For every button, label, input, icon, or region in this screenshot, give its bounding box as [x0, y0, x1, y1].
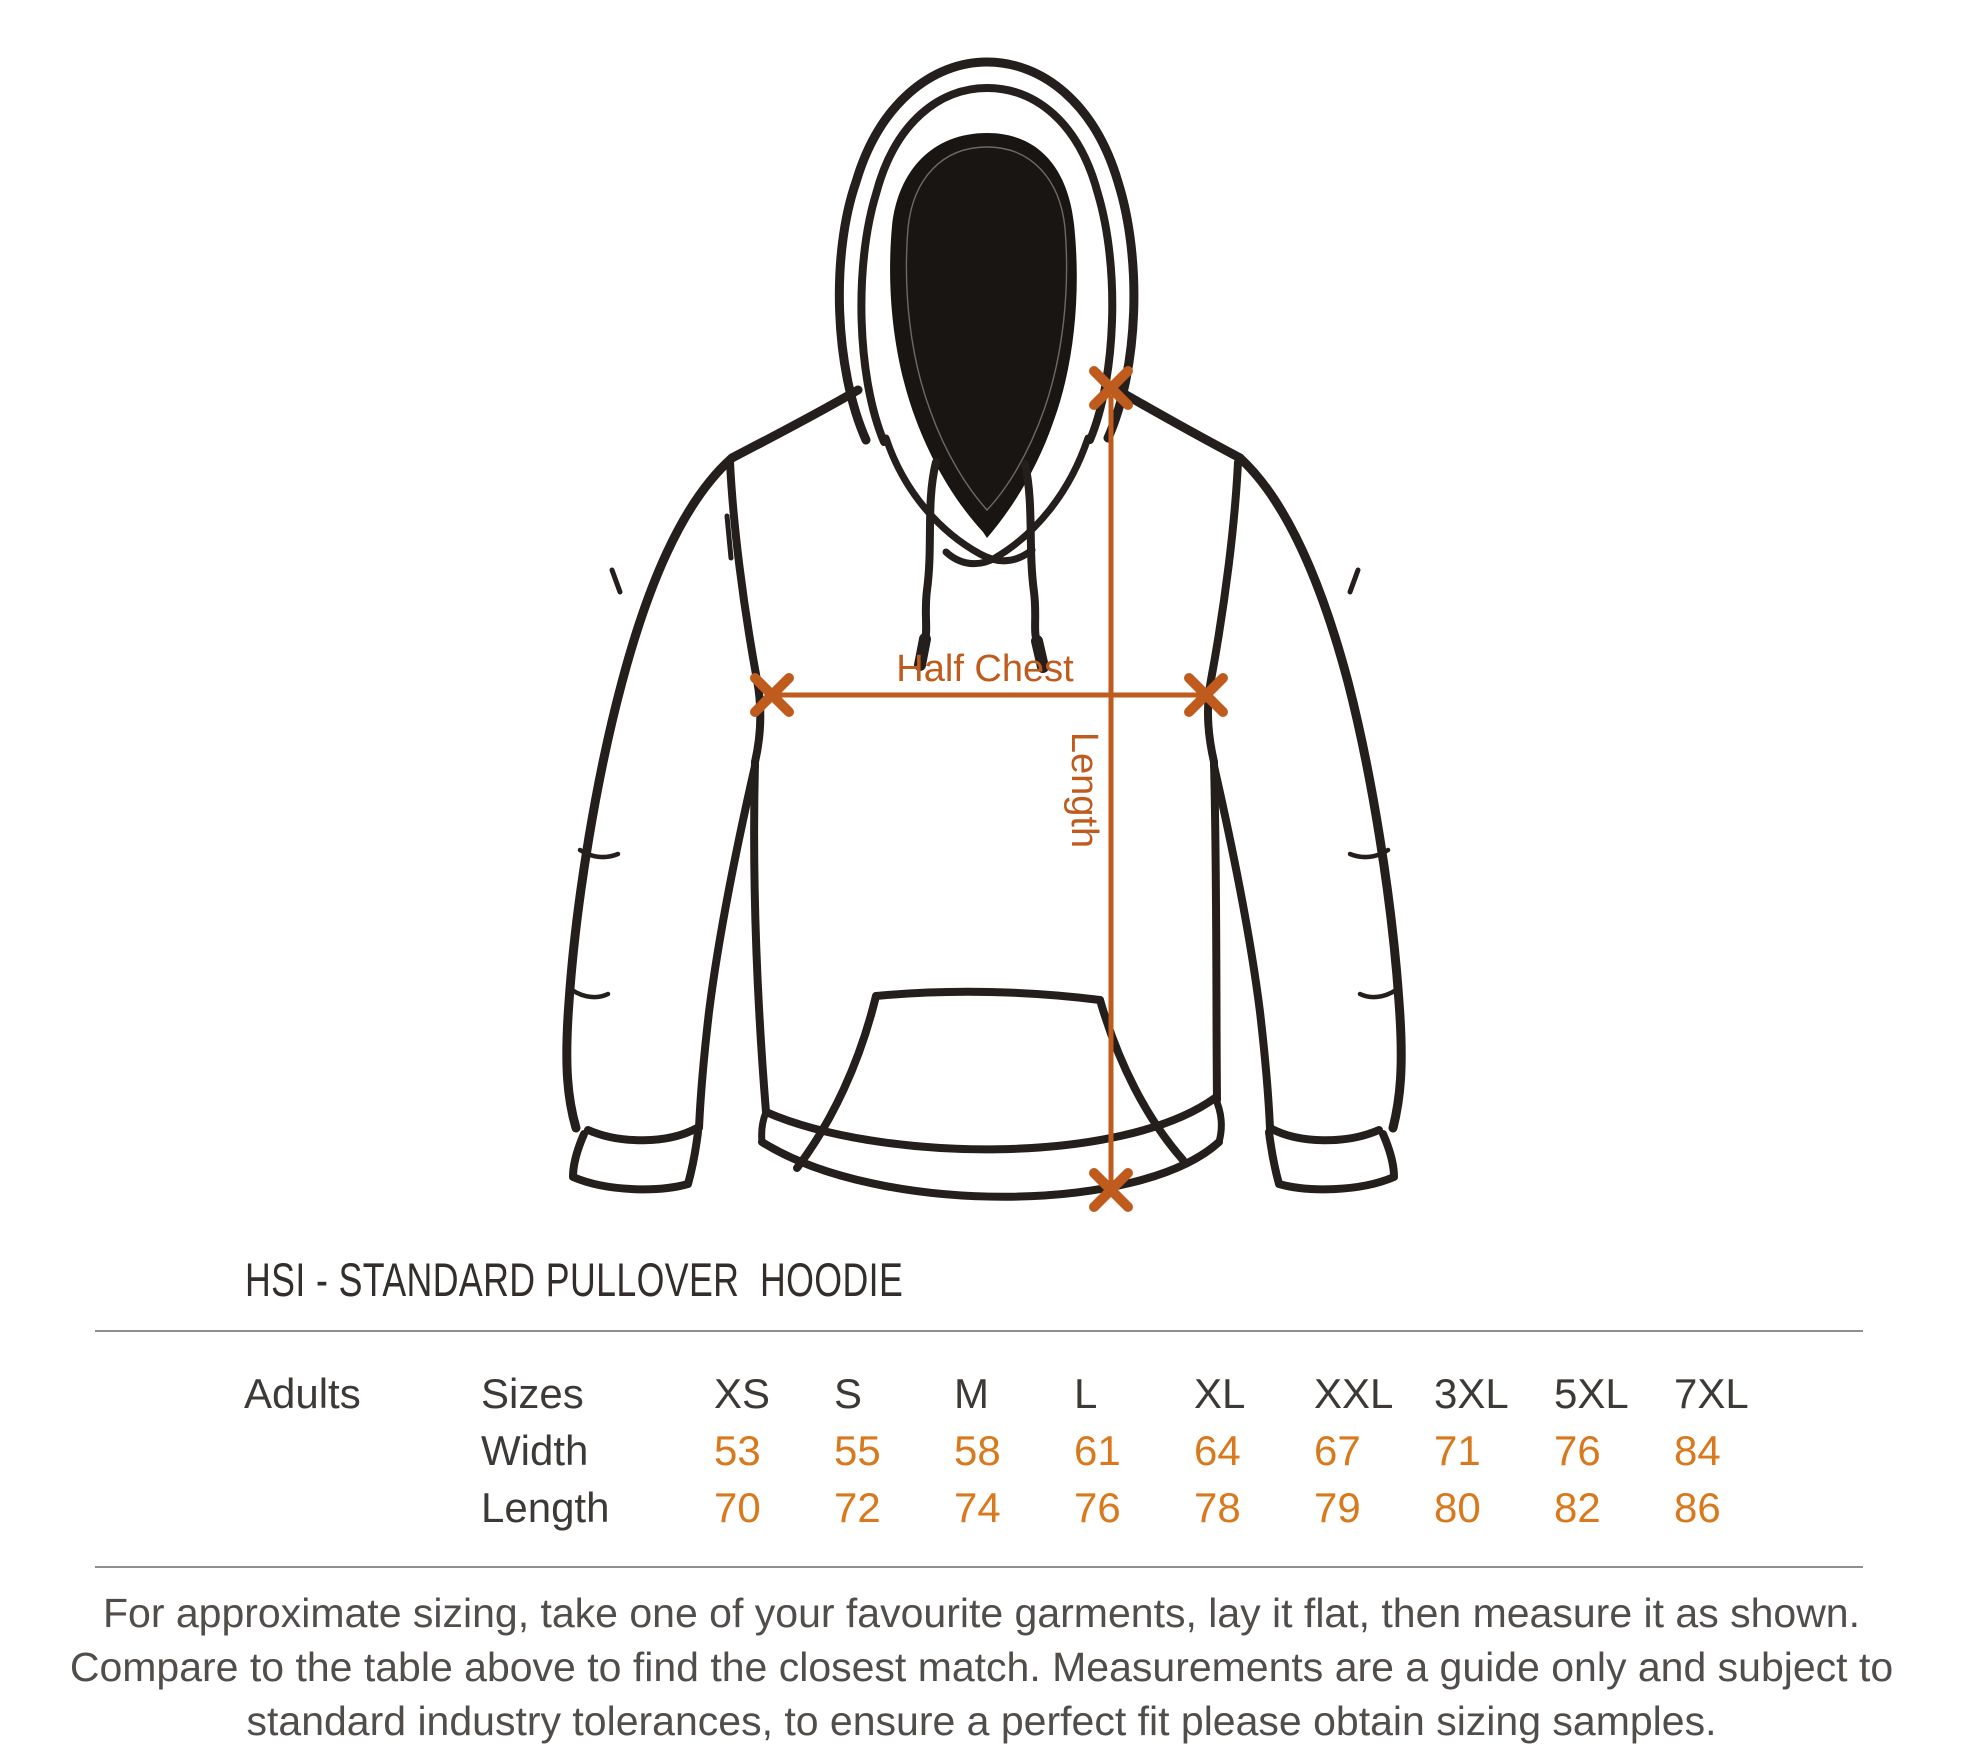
product-title: HSI - STANDARD PULLOVER HOODIE: [245, 1253, 904, 1306]
size-cell: XL: [1194, 1369, 1246, 1417]
width-value-cell: 61: [1074, 1426, 1121, 1474]
length-value-cell: 72: [834, 1483, 881, 1531]
size-cell: 7XL: [1674, 1369, 1749, 1417]
width-value-cell: 53: [714, 1426, 761, 1474]
sizing-note-line-3: standard industry tolerances, to ensure a perfect fit please obtain sizing samples.: [246, 1698, 1717, 1744]
width-value-cell: 76: [1554, 1426, 1601, 1474]
length-value-cell: 76: [1074, 1483, 1121, 1531]
size-table-row-sizes: [244, 1365, 1794, 1422]
half-chest-label: Half Chest: [896, 648, 1074, 690]
sizing-note-line-1: For approximate sizing, take one of your favourite garments, lay it flat, then measure it as shown.: [102, 1590, 1860, 1636]
sizing-note-line-2: Compare to the table above to find the closest match. Measurements are a guide only and subject to: [69, 1644, 1894, 1690]
hood-opening: [890, 133, 1077, 538]
width-value-cell: 58: [954, 1426, 1001, 1474]
half-chest-measurement: [755, 648, 1223, 712]
sizing-note: [0, 1586, 1963, 1748]
size-cell: 3XL: [1434, 1369, 1509, 1417]
divider-bottom: [95, 1566, 1863, 1568]
length-value-cell: 70: [714, 1483, 761, 1531]
size-table: [244, 1365, 1794, 1536]
width-row-label: Width: [481, 1426, 589, 1474]
size-cell: L: [1074, 1369, 1098, 1417]
sizes-row-label: Sizes: [481, 1369, 584, 1417]
length-value-cell: 82: [1554, 1483, 1601, 1531]
length-value-cell: 78: [1194, 1483, 1241, 1531]
size-group-label: Adults: [244, 1369, 361, 1417]
length-row-label: Length: [481, 1483, 610, 1531]
width-value-cell: 84: [1674, 1426, 1721, 1474]
size-table-row-length: [244, 1479, 1794, 1536]
width-value-cell: 55: [834, 1426, 881, 1474]
length-measurement: [1063, 371, 1128, 1207]
width-value-cell: 71: [1434, 1426, 1481, 1474]
size-cell: M: [954, 1369, 989, 1417]
width-value-cell: 64: [1194, 1426, 1241, 1474]
length-value-cell: 79: [1314, 1483, 1361, 1531]
length-label: Length: [1063, 731, 1105, 849]
size-cell: XXL: [1314, 1369, 1394, 1417]
length-value-cell: 80: [1434, 1483, 1481, 1531]
size-cell: 5XL: [1554, 1369, 1629, 1417]
cuffs: [573, 1128, 1394, 1189]
divider-top: [95, 1330, 1863, 1332]
length-value-cell: 74: [954, 1483, 1001, 1531]
size-table-row-width: [244, 1422, 1794, 1479]
size-cell: S: [834, 1369, 863, 1417]
size-cell: XS: [714, 1369, 771, 1417]
hood-illustration: [839, 62, 1134, 564]
width-value-cell: 67: [1314, 1426, 1361, 1474]
length-value-cell: 86: [1674, 1483, 1721, 1531]
